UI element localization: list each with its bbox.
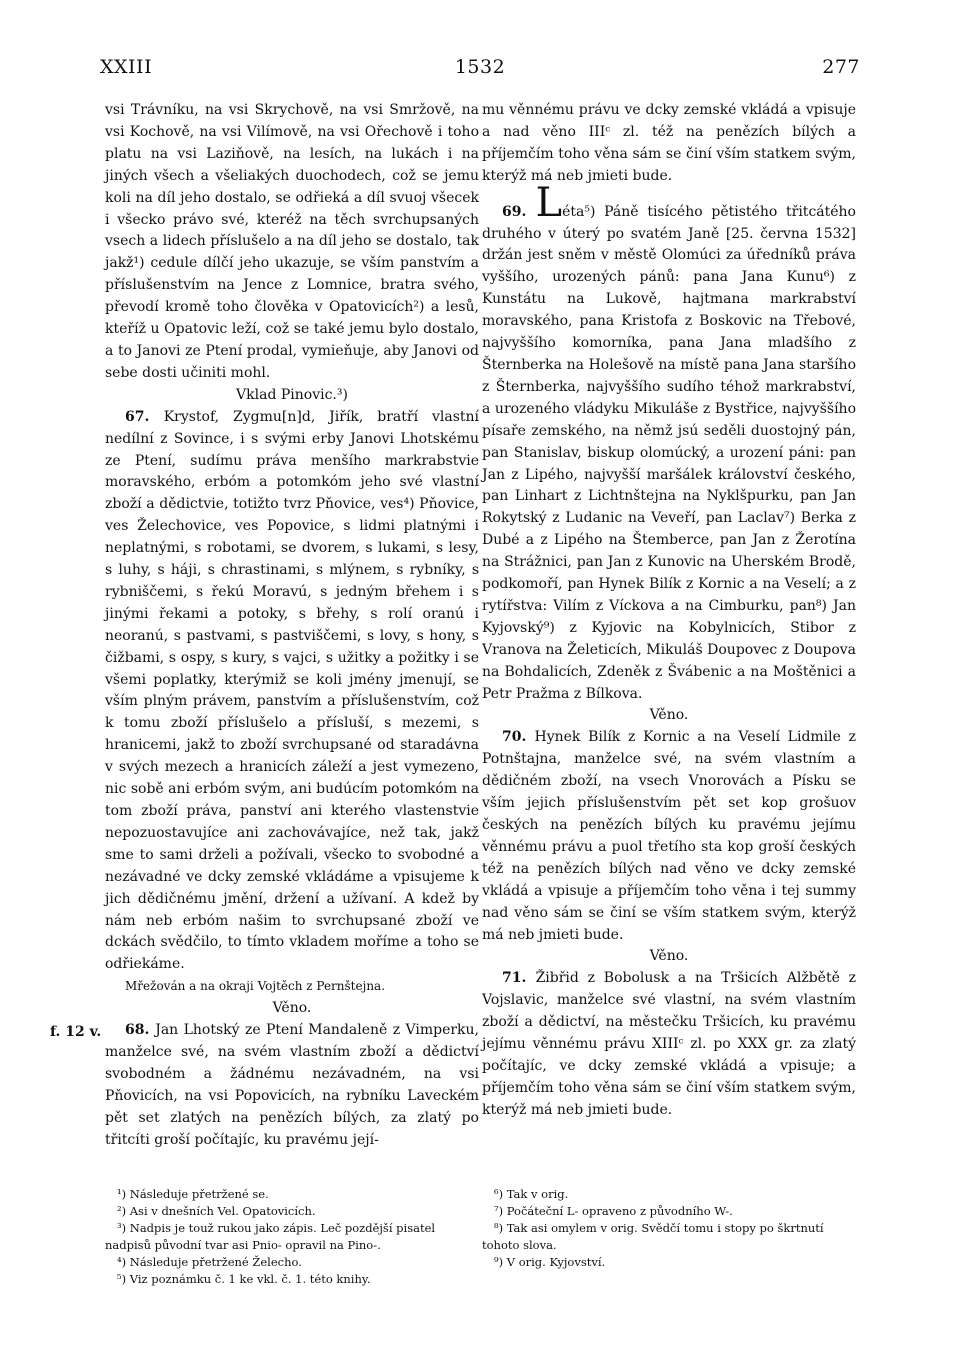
paragraph <box>105 998 479 1020</box>
paragraph <box>482 727 856 946</box>
header-page-number: 277 <box>822 56 860 78</box>
paragraph-text: Hynek Bilík z Kornic a na Veselí Lidmile z Potnštajna, manželce své, na svém vlastním a dědičném zboží, na vsech Vnorovách a Písku se vším jejich příslušenstvím pět set kop grošuov českých na penězích bílých ku pravému jejímu věnnému právu a puol třetího sta kop groší českých též na penězích bílých nad věno ve dcky zemské vkládá a vpisuje a příjemčím toho věna i tej summy nad věno sám se činí se vším statkem svým, kterýž má neb jmieti bude. <box>482 729 856 943</box>
paragraph-text: Věno. <box>649 948 689 965</box>
footnote: ⁷) Počáteční L- opraveno z původního W-. <box>494 1204 733 1218</box>
header-volume-number: XXIII <box>100 56 153 78</box>
paragraph <box>105 385 479 407</box>
paragraph-text: Věno. <box>272 1000 312 1017</box>
entry-number: 69. <box>502 203 536 220</box>
entry-number: 67. <box>125 408 164 425</box>
paragraph-text: Mřežován a na okraji Vojtěch z Pernštejna. <box>125 979 386 994</box>
paragraph-text: éta⁵) Páně tisícého pětistého třitcátého druhého v úterý po svatém Janě [25. června 1532] držán jest sněm v městě Olomúci za úředníků práva vyššího, urozených pánů: pana Jana Kunu⁶) z Kunstátu na Lukově, hajtmana markrabství moravského, pana Kristofa z Boskovic na Třebové, najvyššího komorníka, pana Jana mladšího z Šternberka na Holešově na místě pana Jana staršího z Šternberka, najvyššího sudího téhož markrabství, a urozeného vládyku Mikuláše z Bystřice, najvyššího písaře zemského, na němž jsú seděli duostojný pán, pan Stanislav, biskup olomúcký, a urození páni: pan Jan z Lipého, najvyšší maršálek království českého, pan Linhart z Lichtnštejna na Nyklšpurku, pan Jan Rokytský z Ludanic na Veveří, pan Laclav⁷) Berka z Dubé a z Lipého na Štemberce, pan Jan z Žerotína na Strážnici, pan Jan z Kunovic na Uherském Brodě, podkomoří, pan Hynek Bilík z Kornic a na Veselí; a z rytířstva: Vilím z Víckova a na Cimburku, pan⁸) Jan Kyjovský⁹) z Kyjovic na Kobylnicích, Stibor z Vranova na Želeticích, Mikuláš Doupovec z Doupova na Bohdalicích, Zdeněk z Švábenic a na Moštěnici a Petr Pražma z Bílkova. <box>482 203 856 702</box>
footnotes-right <box>482 1186 856 1271</box>
footnote: ³) Nadpis je touž rukou jako zápis. Leč pozdější pisatel nadpisů původní tvar asi Pnio- opravil na Pino-. <box>105 1221 436 1252</box>
paragraph-text: vsi Trávníku, na vsi Skrychově, na vsi Smržově, na vsi Kochově, na vsi Vilímově, na vsi Ořechově i toho platu na vsi Laziňově, na lesích, na lukách i na jiných všech a všeliakých duochodech, což se jemu koli na díl jeho dostalo, se odřieká a díl svuoj všecek i všecko právo své, kteréž na těch svrchupsaných vsech a lidech příslušelo a na díl jeho se dostalo, tak jakž¹) cedule dílčí jeho ukazuje, se vším panstvím a příslušenstvím na Jence z Lomnice, bratra svého, převodí kromě toho člověka v Opatovicích²) a lesů, kteříž u Opatovic leží, což se také jemu bylo dostalo, a to Janovi ze Ptení prodal, vymieňuje, aby Janovi od sebe dosti učiniti mohl. <box>105 102 479 381</box>
paragraph-text: Vklad Pinovic.³) <box>236 386 348 403</box>
entry-number: 70. <box>502 729 535 746</box>
paragraph <box>482 179 856 706</box>
margin-folio-note: f. 12 v. <box>50 1024 102 1040</box>
left-column <box>105 100 479 1152</box>
right-column <box>482 100 856 1122</box>
paragraph <box>105 1020 479 1151</box>
footnote: ²) Asi v dnešních Vel. Opatovicích. <box>117 1204 316 1218</box>
footnote: ⁴) Následuje přetržené Želecho. <box>117 1255 302 1269</box>
paragraph-text: Žibřid z Bobolusk a na Tršicích Alžbětě z Vojslavic, manželce své vlastní, na svém vlastním zboží a dědictví, na městečku Tršicích, ku pravému jejímu věnnému právu XIIIᶜ zl. po XXX gr. za zlatý počítajíc, ve dcky zemské vkládá a vpisuje; a příjemčím toho věna sám se činí vším statkem svým, kterýž má neb jmieti bude. <box>482 970 857 1118</box>
paragraph <box>482 705 856 727</box>
paragraph-text: Jan Lhotský ze Ptení Mandaleně z Vimperku, manželce své, na svém vlastním zboží a dědictví svobodném a žádnému nezávadném, na vsi Pňovicích, na vsi Popovicích, na rybníku Laveckém pět set zlatých na penězích bílých, za zlatý po třitcíti groší počítajíc, ku pravému její- <box>105 1022 480 1148</box>
paragraph <box>105 100 479 385</box>
entry-number: 71. <box>502 970 536 987</box>
paragraph-text: mu věnnému právu ve dcky zemské vkládá a vpisuje a nad věno IIIᶜ zl. též na penězích bílých a příjemčím toho věna sám se činí vším statkem svým, kterýž má neb jmieti bude. <box>482 102 856 184</box>
paragraph <box>105 976 479 998</box>
footnotes-left <box>105 1186 479 1288</box>
footnote: ¹) Následuje přetržené se. <box>117 1187 269 1201</box>
footnote: ⁹) V orig. Kyjovství. <box>494 1255 606 1269</box>
footnote: ⁶) Tak v orig. <box>494 1187 569 1201</box>
entry-number: 68. <box>125 1022 156 1039</box>
footnote: ⁸) Tak asi omylem v orig. Svědčí tomu i stopy po škrtnutí tohoto slova. <box>482 1221 824 1252</box>
paragraph-text: Věno. <box>649 707 689 724</box>
drop-cap: L <box>535 179 563 226</box>
footnote: ⁵) Viz poznámku č. 1 ke vkl. č. 1. této knihy. <box>117 1272 371 1286</box>
paragraph <box>105 407 479 977</box>
paragraph-text: Krystof, Zygmu[n]d, Jiřík, bratří vlastní nedílní z Sovince, i s svými erby Janovi Lhotskému ze Ptení, sudímu práva menšího markrabstvie moravského, erbóm a potomkóm jeho své vlastní zboží a dědictvie, totižto tvrz Pňovice, ves⁴) Pňovice, ves Želechovice, ves Popovice, s lidmi platnými i neplatnými, s robotami, se dvorem, s lukami, s lesy, s luhy, s háji, s chrastinami, s mlýnem, s rybníky, s rybniščemi, s řekú Moravú, s jedným břehem i s jinými řekami a potoky, s břehy, s rolí oranú i neoranú, s pastvami, s pastviščemi, s lovy, s hony, s čižbami, s ospy, s kury, s vajci, s užitky a požitky i se všemi poplatky, kterýmiž se koli jmény jmenují, se vším plným právem, panstvím a příslušenstvím, což k tomu zboží příslušelo a přísluší, s mezemi, s hranicemi, jakž to zboží svrchupsané od staradávna v svých mezech a hranicích záleží a jest vymezeno, nic sobě ani erbóm svým, ani budúcím potomkóm na tom zboží práva, panství ani kterého vlastenstvie nepozuostavujíce ani zachovávajíce, než tak, jakž sme to sami drželi a požívali, všecko to svobodné a nezávadné ve dcky zemské vkládáme a vpisujeme k jich dědičnému jmění, držení a užívaní. A kdež by nám neb erbóm našim to svrchupsané zboží ve dckách svědčilo, to tímto vkladem moříme a toho se odřiekáme. <box>105 408 479 973</box>
paragraph <box>482 968 856 1121</box>
paragraph <box>482 946 856 968</box>
header-year: 1532 <box>454 56 506 78</box>
paragraph <box>482 100 856 188</box>
